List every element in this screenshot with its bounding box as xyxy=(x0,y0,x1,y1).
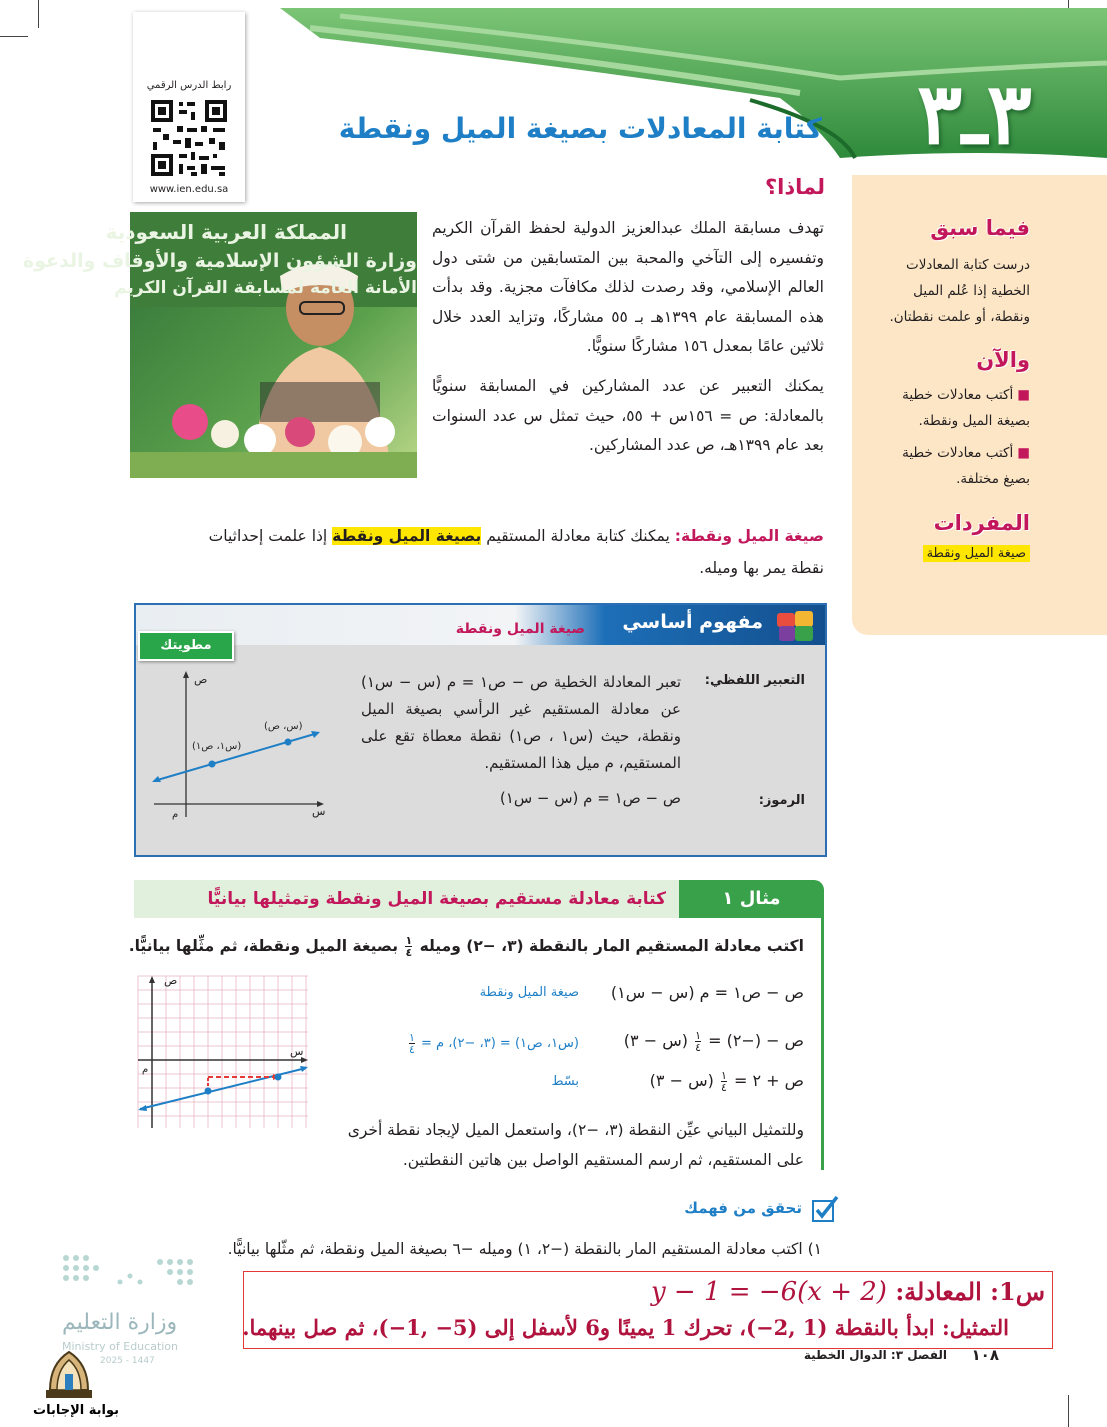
example-tab: مثال ١ xyxy=(679,880,824,918)
lesson-number: ٣ـ٣ xyxy=(917,64,1032,163)
page-title: كتابة المعادلات بصيغة الميل ونقطة xyxy=(338,112,822,145)
graph-point-label: (س، ص) xyxy=(264,721,303,732)
portal-logo-icon xyxy=(44,1350,94,1402)
bullet-icon: ■ xyxy=(1017,445,1030,461)
fraction-numerator: ١ xyxy=(720,1069,727,1082)
sidebar-vocab-heading: المفردات xyxy=(933,511,1030,535)
example-title: كتابة معادلة مستقيم بصيغة الميل ونقطة وتمثيلها بيانيًّا xyxy=(207,889,666,909)
step-equation xyxy=(624,1030,804,1053)
axis-label: ص xyxy=(164,974,178,987)
crop-mark xyxy=(0,36,28,37)
exercise-question: ١) اكتب معادلة المستقيم المار بالنقطة (−٢، ١) وميله −٦ بصيغة الميل ونقطة، ثم مثّلها بيانيًّا. xyxy=(227,1240,822,1258)
fraction-numerator: ١ xyxy=(405,934,413,947)
fraction-denominator: ٤ xyxy=(408,1043,415,1056)
why-paragraph: يمكنك التعبير عن عدد المشاركين في المسابقة سنويًّا بالمعادلة: ص = ١٥٦س + ٥٥، حيث تمثل س عدد السنوات بعد عام ١٣٩٩هـ، ص عدد المشاركين. xyxy=(432,377,824,454)
foldable-badge[interactable]: مطويتك xyxy=(138,631,234,661)
origin-label: م xyxy=(142,1064,149,1075)
page-number: ١٠٨ xyxy=(971,1346,999,1364)
example-graph-text: وللتمثيل البياني عيِّن النقطة (٣، −٢)، واستعمل الميل لإيجاد نقطة أخرى على المستقيم، ثم ارسم المستقيم الواصل بين هاتين النقطتين. xyxy=(347,1121,804,1169)
step-note-text: (س١، ص١) = (٣، −٢)، م = xyxy=(421,1036,579,1051)
sidebar-before-heading: فيما سبق xyxy=(930,216,1030,240)
photo-banner-line: وزارة الشؤون الإسلامية والأوقاف والدعوة xyxy=(22,250,417,272)
arrow-icon xyxy=(149,976,155,983)
symbols-label: الرموز: xyxy=(758,793,805,808)
axis-label: س xyxy=(290,1045,304,1058)
fraction xyxy=(721,1070,727,1093)
verbal-text: تعبر المعادلة الخطية ص − ص١ = م (س − س١) عن معادلة المستقيم غير الرأسي بصيغة الميل ونقطة، حيث (س١ ، ص١) نقطة معطاة تقع على المستقيم، م ميل هذا المستقيم. xyxy=(361,673,682,772)
qr-card[interactable] xyxy=(133,12,245,202)
prompt-text: بصيغة الميل ونقطة، ثم مثِّلها بيانيًّا. xyxy=(128,937,399,955)
axis-label: ص xyxy=(194,673,208,686)
qr-url[interactable]: www.ien.edu.sa xyxy=(149,184,229,195)
sidebar-now-heading: والآن xyxy=(976,348,1030,372)
fraction xyxy=(405,935,412,958)
bullet-icon: ■ xyxy=(1017,387,1030,403)
sidebar-now-item xyxy=(900,440,1030,492)
symbols-text: ص − ص١ = م (س − س١) xyxy=(499,789,681,807)
ministry-name-ar: وزارة التعليم xyxy=(62,1310,178,1335)
point xyxy=(209,761,216,768)
axis-label: س xyxy=(312,805,326,818)
vocab-term[interactable]: صيغة الميل ونقطة xyxy=(923,545,1030,562)
arrow-icon xyxy=(300,1066,308,1072)
step-right: (س − ٣) xyxy=(623,1031,688,1050)
prompt-text: اكتب معادلة المستقيم المار بالنقطة (٣، −٢) وميله xyxy=(419,937,804,955)
step-equation xyxy=(650,1070,804,1093)
answer-line xyxy=(651,1277,1045,1307)
crop-mark xyxy=(1068,1395,1069,1427)
check-label: تحقق من فهمك xyxy=(684,1199,802,1217)
point-slope-text: إذا علمت إحداثيات نقطة يمر بها وميله. xyxy=(208,527,824,577)
portal-label: بوابة الإجابات xyxy=(33,1403,119,1418)
photo-banner-line: الأمانة العامة لمسابقة القرآن الكريم xyxy=(114,278,417,298)
ministry-year: 2025 - 1447 xyxy=(100,1356,155,1366)
checkbox-icon xyxy=(811,1195,839,1223)
fraction-denominator: ٤ xyxy=(405,946,413,959)
grid xyxy=(138,976,308,1128)
point-slope-definition xyxy=(184,520,824,584)
answer-equation: y − 1 = −6(x + 2) xyxy=(650,1277,887,1307)
verbal-label: التعبير اللفظي: xyxy=(704,673,805,688)
example-box xyxy=(128,880,824,1170)
photo-banner-line: المملكة العربية السعودية xyxy=(105,220,347,244)
qr-label: رابط الدرس الرقمي xyxy=(146,80,232,91)
key-concept-subtitle: صيغة الميل ونقطة xyxy=(455,621,585,637)
key-concept-box xyxy=(134,603,827,857)
fraction-numerator: ١ xyxy=(695,1029,701,1042)
fraction-numerator: ١ xyxy=(408,1031,415,1044)
photo xyxy=(22,212,417,478)
sidebar-now-item-text: أكتب معادلات خطية بصيغ مختلفة. xyxy=(902,445,1030,487)
fraction-denominator: ٤ xyxy=(720,1081,727,1094)
point xyxy=(205,1088,212,1095)
key-concept-icon xyxy=(775,609,817,643)
why-heading: لماذا؟ xyxy=(764,175,825,199)
why-paragraph: تهدف مسابقة الملك عبدالعزيز الدولية لحفظ القرآن الكريم وتفسيره إلى التآخي والمحبة بين المتسابقين من شتى دول العالم الإسلامي، وقد رصدت لذلك مكافآت مجزية. وقد بدأت هذه المسابقة عام ١٣٩٩هـ بـ ٥٥ مشاركًا، وتزايد العدد خلال ثلاثين عامًا بمعدل ١٥٦ مشاركًا سنويًّا. xyxy=(432,219,824,355)
key-concept-label: مفهوم أساسي xyxy=(622,611,763,633)
ministry-name-en: Ministry of Education xyxy=(62,1340,179,1353)
point xyxy=(275,1074,282,1081)
sidebar-now-item-text: أكتب معادلات خطية بصيغة الميل ونقطة. xyxy=(902,387,1030,429)
example-graph xyxy=(138,976,308,1128)
fraction xyxy=(695,1030,701,1053)
arrow-icon xyxy=(183,671,189,678)
point xyxy=(285,739,292,746)
step-left: ص − (−٢) = xyxy=(708,1031,804,1050)
example-rule xyxy=(821,918,824,1170)
point-slope-term: صيغة الميل ونقطة: xyxy=(674,527,824,545)
chapter-label: الفصل ٣: الدوال الخطية xyxy=(803,1348,947,1362)
point-slope-text: يمكنك كتابة معادلة المستقيم xyxy=(486,527,670,545)
step-note: صيغة الميل ونقطة xyxy=(479,985,579,1000)
sidebar-before-text: درست كتابة المعادلات الخطية إذا عُلم الميل ونقطة، أو علمت نقطتان. xyxy=(889,257,1030,325)
fraction xyxy=(409,1032,415,1055)
origin-label: م xyxy=(172,809,179,820)
crop-mark xyxy=(38,0,39,28)
ministry-logo-icon xyxy=(60,1252,200,1302)
step-note xyxy=(407,1032,579,1055)
sidebar-now-item xyxy=(900,382,1030,434)
qr-code-icon[interactable] xyxy=(149,98,229,178)
point-slope-highlight: بصيغة الميل ونقطة xyxy=(332,527,482,545)
graph-point-label: (س١، ص١) xyxy=(192,741,242,752)
step-note: بسّط xyxy=(551,1074,579,1089)
answer-prefix: س1: المعادلة: xyxy=(895,1277,1045,1306)
arrow-icon xyxy=(138,1105,147,1111)
step-left: ص + ٢ = xyxy=(733,1071,804,1090)
answer-line: التمثيل: ابدأ بالنقطة (1 ,2−)، تحرك 1 يمينًا و6 لأسفل إلى (5− ,1−)، ثم صل بينهما. xyxy=(242,1315,1009,1340)
step-right: (س − ٣) xyxy=(649,1071,714,1090)
fraction-denominator: ٤ xyxy=(695,1041,701,1054)
step-equation: ص − ص١ = م (س − س١) xyxy=(610,983,804,1002)
example-prompt xyxy=(129,935,804,958)
